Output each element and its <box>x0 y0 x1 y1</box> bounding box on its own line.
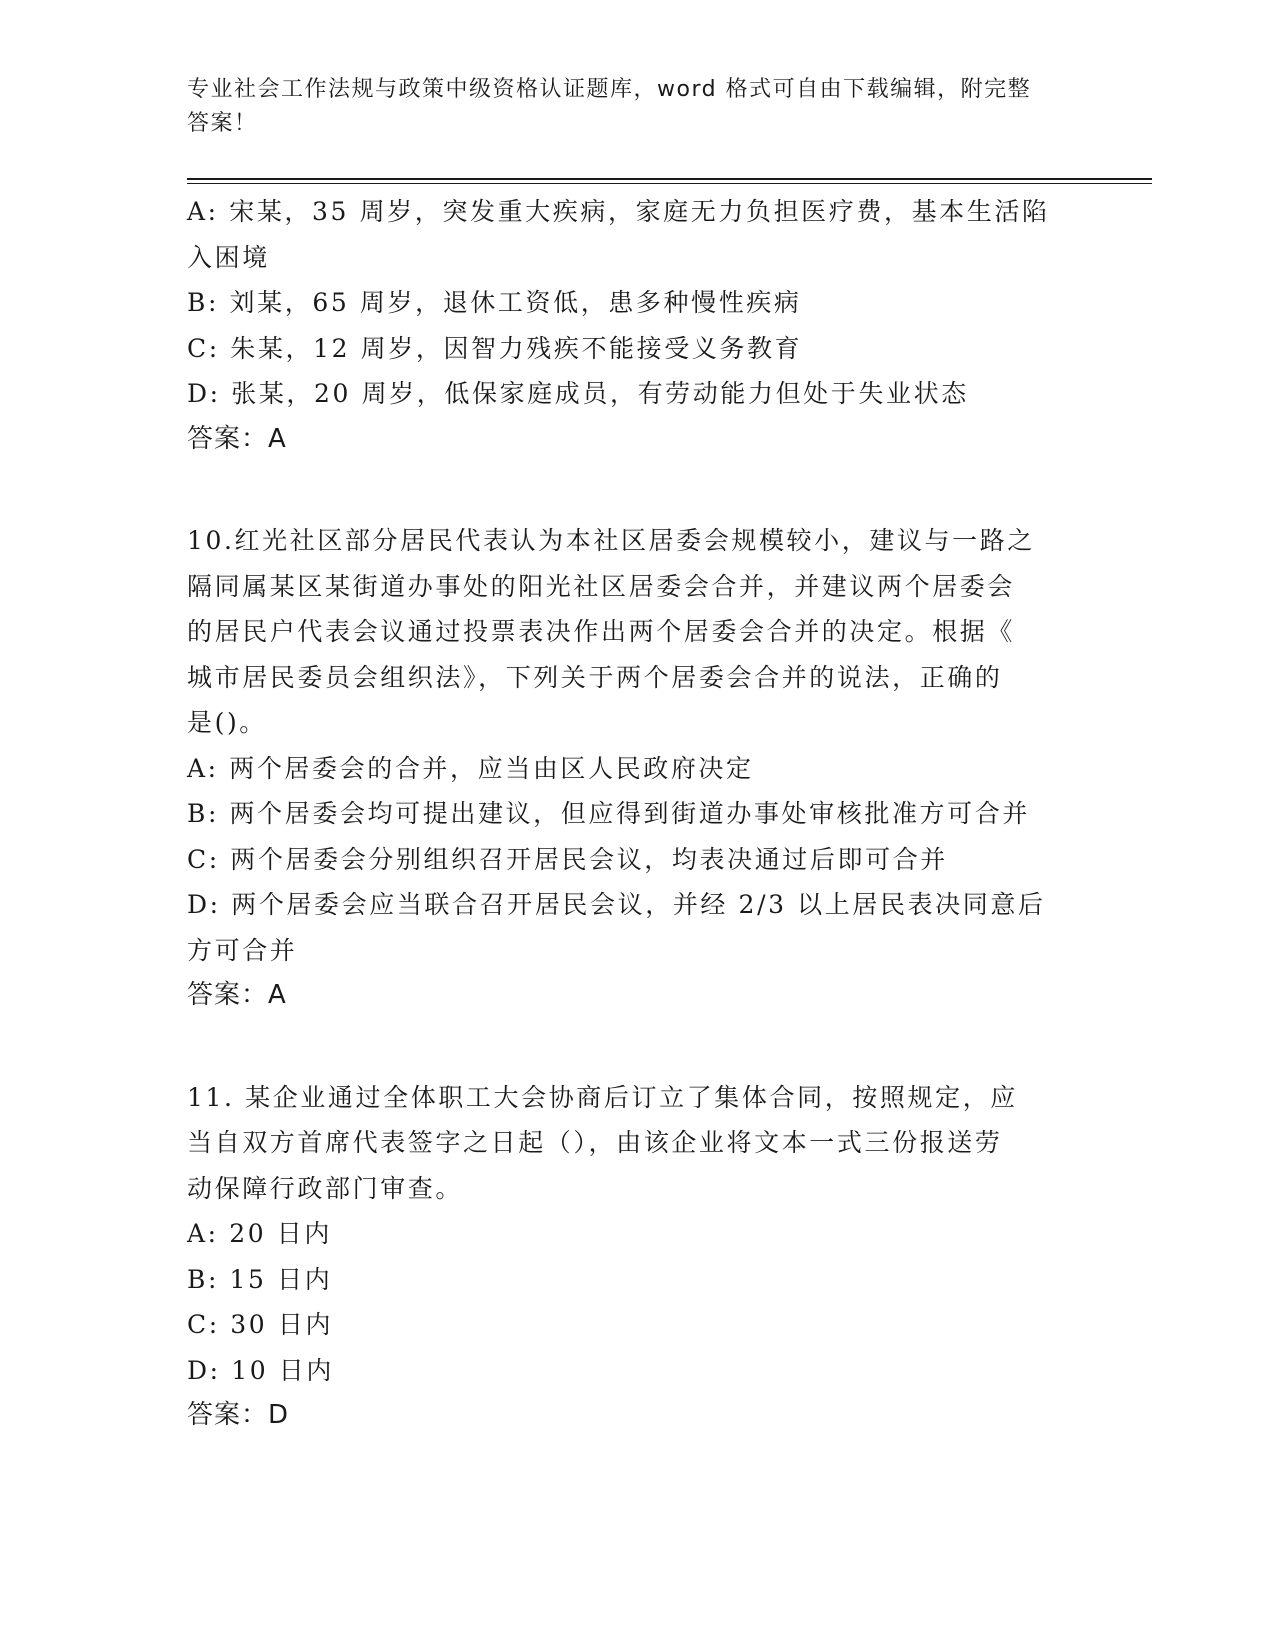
question-stem-line: 隔同属某区某街道办事处的阳光社区居委会合并，并建议两个居委会 <box>187 571 1016 601</box>
question-stem-line: 的居民户代表会议通过投票表决作出两个居委会合并的决定。根据《 <box>187 617 1016 646</box>
question-stem-line: 当自双方首席代表签字之日起（），由该企业将文本一式三份报送劳 <box>187 1128 1003 1157</box>
answer: 答案：A <box>187 423 287 454</box>
option-a: A: 宋某，35 周岁，突发重大疾病，家庭无力负担医疗费，基本生活陷 <box>187 197 1050 226</box>
question-stem-line: 是()。 <box>187 708 267 737</box>
option-b: B: 两个居委会均可提出建议，但应得到街道办事处审核批准方可合并 <box>187 799 1030 828</box>
spacer <box>187 462 1087 518</box>
option-b: B: 刘某，65 周岁，退休工资低，患多种慢性疾病 <box>187 288 802 317</box>
question-stem-line: 10.红光社区部分居民代表认为本社区居委会规模较小，建议与一路之 <box>187 526 1035 555</box>
answer: 答案：D <box>187 1400 290 1430</box>
spacer <box>187 1019 1087 1075</box>
option-a-continued: 入困境 <box>187 242 270 272</box>
option-c: C: 两个居委会分别组织召开居民会议，均表决通过后即可合并 <box>187 844 948 874</box>
header-line-1: 专业社会工作法规与政策中级资格认证题库，word 格式可自由下载编辑，附完整 <box>187 77 1032 102</box>
document-body <box>187 189 1087 1439</box>
option-d: D: 两个居委会应当联合召开居民会议，并经 2/3 以上居民表决同意后 <box>187 890 1046 919</box>
question-stem-line: 城市居民委员会组织法》，下列关于两个居委会合并的说法，正确的 <box>187 662 1003 692</box>
option-a: A: 两个居委会的合并，应当由区人民政府决定 <box>187 753 754 783</box>
option-c: C: 30 日内 <box>187 1310 334 1339</box>
question-10 <box>187 518 1087 1019</box>
header-line-2: 答案！ <box>187 111 258 136</box>
question-stem-line: 11. 某企业通过全体职工大会协商后订立了集体合同，按照规定，应 <box>187 1082 1018 1112</box>
option-d: D: 10 日内 <box>187 1355 334 1385</box>
answer: 答案：A <box>187 980 287 1010</box>
question-9 <box>187 189 1087 462</box>
question-stem-line: 动保障行政部门审查。 <box>187 1173 464 1203</box>
option-a: A: 20 日内 <box>187 1219 332 1248</box>
option-c: C: 朱某，12 周岁，因智力残疾不能接受义务教育 <box>187 333 803 363</box>
page-header <box>187 73 1067 141</box>
question-11 <box>187 1075 1087 1439</box>
option-d: D: 张某，20 周岁，低保家庭成员，有劳动能力但处于失业状态 <box>187 379 969 408</box>
option-b: B: 15 日内 <box>187 1264 333 1294</box>
option-d-continued: 方可合并 <box>187 935 298 965</box>
header-divider <box>187 178 1152 184</box>
